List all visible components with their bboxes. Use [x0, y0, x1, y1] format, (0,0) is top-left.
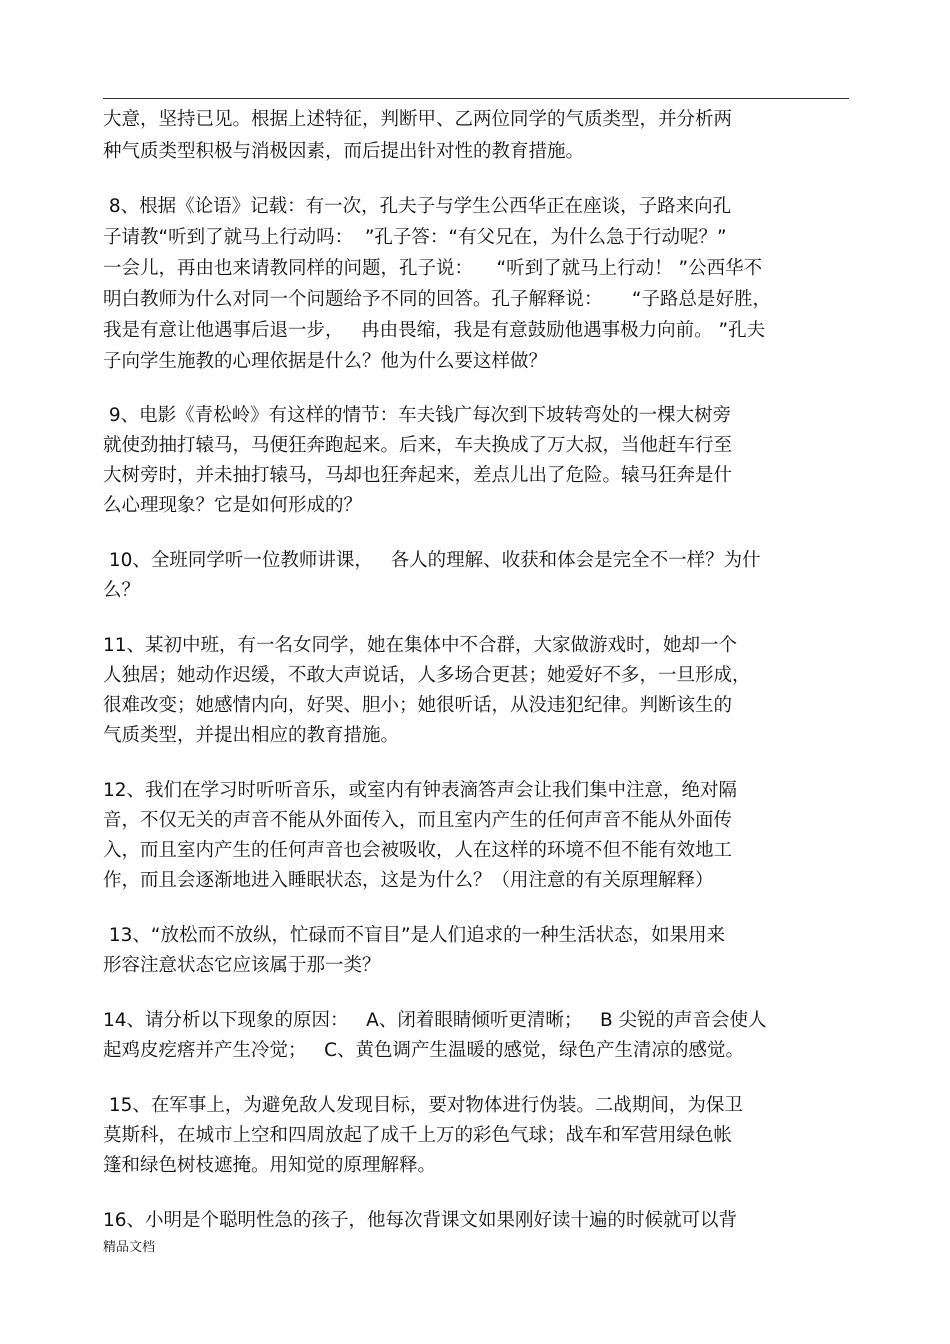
text-line: 明白教师为什么对同一个问题给予不同的回答。孔子解释说： “子路总是好胜，: [103, 289, 771, 310]
text-line: 15、在军事上，为避免敌人发现目标，要对物体进行伪装。二战期间，为保卫: [103, 1095, 743, 1116]
text-line: 子向学生施教的心理依据是什么？他为什么要这样做？: [103, 351, 548, 372]
text-line: 11、某初中班，有一名女同学，她在集体中不合群，大家做游戏时，她却一个: [103, 635, 738, 656]
text-line: 入，而且室内产生的任何声音也会被吸收，人在这样的环境不但不能有效地工: [103, 840, 733, 861]
text-line: 13、“放松而不放纵，忙碌而不盲目”是人们追求的一种生活状态，如果用来: [103, 925, 726, 946]
text-line: 人独居；她动作迟缓，不敢大声说话，人多场合更甚；她爱好不多，一旦形成，: [103, 665, 751, 686]
text-line: 10、全班同学听一位教师讲课， 各人的理解、收获和体会是完全不一样？为什: [103, 550, 761, 571]
header-rule: [103, 98, 849, 99]
footer-label: 精品文档: [103, 1240, 156, 1255]
text-line: 就使劲抽打辕马，马便狂奔跑起来。后来，车夫换成了万大叔，当他赶车行至: [103, 435, 733, 456]
text-line: 种气质类型积极与消极因素，而后提出针对性的教育措施。: [103, 141, 585, 162]
text-line: 16、小明是个聪明性急的孩子，他每次背课文如果刚好读十遍的时候就可以背: [103, 1210, 738, 1231]
text-line: 一会儿，再由也来请教同样的问题，孔子说： “听到了就马上行动！ ”公西华不: [103, 258, 763, 279]
text-line: 大意，坚持已见。根据上述特征，判断甲、乙两位同学的气质类型，并分析两: [103, 109, 733, 130]
text-line: 气质类型，并提出相应的教育措施。: [103, 725, 400, 746]
text-line: 大树旁时，并未抽打辕马，马却也狂奔起来，差点儿出了危险。辕马狂奔是什: [103, 465, 733, 486]
text-line: 14、请分析以下现象的原因： A、闭着眼睛倾听更清晰； B 尖锐的声音会使人: [103, 1010, 767, 1031]
text-line: 形容注意状态它应该属于那一类？: [103, 955, 381, 976]
text-line: 么？: [103, 580, 141, 601]
text-line: 8、根据《论语》记载：有一次，孔夫子与学生公西华正在座谈，子路来向孔: [103, 196, 732, 217]
text-line: 作，而且会逐渐地进入睡眠状态，这是为什么？（用注意的有关原理解释）: [103, 870, 714, 891]
text-line: 么心理现象？它是如何形成的？: [103, 495, 363, 516]
text-line: 9、电影《青松岭》有这样的情节：车夫钱广每次到下坡转弯处的一棵大树旁: [103, 405, 732, 426]
text-line: 我是有意让他遇事后退一步， 冉由畏缩，我是有意鼓励他遇事极力向前。 ”孔夫: [103, 320, 766, 341]
text-line: 起鸡皮疙瘩并产生冷觉； C、黄色调产生温暖的感觉，绿色产生清凉的感觉。: [103, 1040, 745, 1061]
text-line: 子请教“听到了就马上行动吗： ”孔子答：“有父兄在，为什么急于行动呢？”: [103, 227, 727, 248]
text-line: 篷和绿色树枝遮掩。用知觉的原理解释。: [103, 1155, 437, 1176]
text-line: 12、我们在学习时听听音乐，或室内有钟表滴答声会让我们集中注意，绝对隔: [103, 780, 738, 801]
text-line: 音，不仅无关的声音不能从外面传入，而且室内产生的任何声音不能从外面传: [103, 810, 733, 831]
text-line: 莫斯科，在城市上空和四周放起了成千上万的彩色气球；战车和军营用绿色帐: [103, 1125, 733, 1146]
text-line: 很难改变；她感情内向，好哭、胆小；她很听话，从没违犯纪律。判断该生的: [103, 695, 733, 716]
